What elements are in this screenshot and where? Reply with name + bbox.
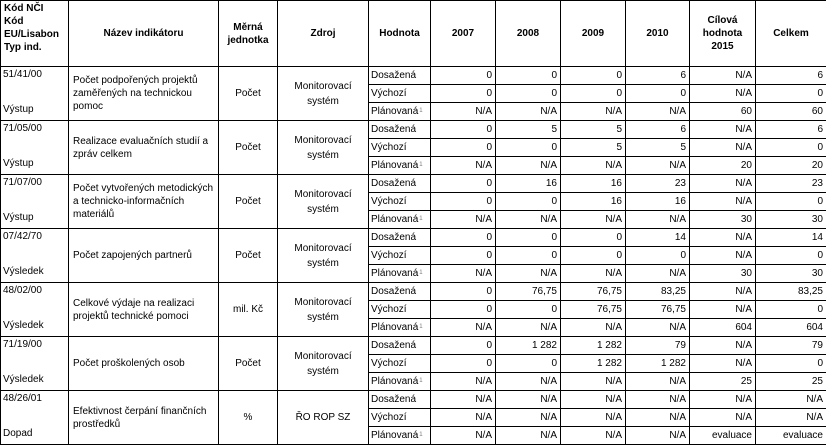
- value-y2007: N/A: [431, 157, 496, 175]
- indicator-code-cell: [1, 337, 69, 391]
- indicator-code: 07/42/70: [3, 230, 42, 243]
- value-y2008: 0: [496, 193, 561, 211]
- value-y2009: 76,75: [561, 301, 626, 319]
- value-y2008: N/A: [496, 157, 561, 175]
- value-y2007: 0: [431, 121, 496, 139]
- value-y2009: 16: [561, 175, 626, 193]
- value-total: 14: [756, 229, 826, 247]
- value-kind: Plánovaná: [371, 322, 418, 333]
- value-y2008: N/A: [496, 265, 561, 283]
- value-kind: Výchozí: [371, 142, 407, 153]
- value-y2010: N/A: [626, 157, 690, 175]
- header-code-line: Kód NČI: [4, 2, 65, 15]
- value-total: N/A: [756, 391, 826, 409]
- value-target: 604: [690, 319, 756, 337]
- header-2009: 2009: [561, 1, 626, 67]
- value-total: 604: [756, 319, 826, 337]
- value-total: 20: [756, 157, 826, 175]
- value-y2008: 0: [496, 67, 561, 85]
- value-y2007: N/A: [431, 319, 496, 337]
- value-y2008: 0: [496, 301, 561, 319]
- value-y2007: N/A: [431, 265, 496, 283]
- value-y2007: 0: [431, 139, 496, 157]
- indicator-code: 48/02/00: [3, 284, 42, 297]
- value-y2009: N/A: [561, 265, 626, 283]
- indicator-type: Výstup: [3, 211, 34, 224]
- indicator-source: Monitorovací systém: [278, 67, 369, 121]
- value-y2007: 0: [431, 175, 496, 193]
- value-total: 79: [756, 337, 826, 355]
- indicator-type: Výstup: [3, 103, 34, 116]
- value-kind-cell: [369, 247, 431, 265]
- indicator-code-cell: [1, 283, 69, 337]
- header-code-line: Kód EU/Lisabon: [4, 15, 65, 41]
- value-y2010: N/A: [626, 409, 690, 427]
- value-y2010: 1 282: [626, 355, 690, 373]
- value-kind: Plánovaná: [371, 214, 418, 225]
- value-y2008: N/A: [496, 319, 561, 337]
- value-total: 6: [756, 67, 826, 85]
- header-unit: Měrná jednotka: [219, 1, 278, 67]
- indicator-unit: Počet: [219, 337, 278, 391]
- value-y2009: N/A: [561, 211, 626, 229]
- value-target: 25: [690, 373, 756, 391]
- indicator-type: Výsledek: [3, 319, 44, 332]
- value-y2007: 0: [431, 355, 496, 373]
- indicator-code-cell: [1, 229, 69, 283]
- value-y2008: 0: [496, 229, 561, 247]
- indicator-unit: mil. Kč: [219, 283, 278, 337]
- value-target: N/A: [690, 355, 756, 373]
- value-y2007: 0: [431, 301, 496, 319]
- indicator-code: 71/05/00: [3, 122, 42, 135]
- table-row: [1, 391, 826, 409]
- value-y2010: 83,25: [626, 283, 690, 301]
- value-y2008: 0: [496, 85, 561, 103]
- indicator-unit: Počet: [219, 67, 278, 121]
- value-kind-cell: [369, 319, 431, 337]
- table-row: [1, 121, 826, 139]
- value-target: 30: [690, 211, 756, 229]
- footnote-marker: 1: [419, 432, 422, 438]
- value-y2010: N/A: [626, 103, 690, 121]
- value-y2009: 1 282: [561, 355, 626, 373]
- value-kind-cell: [369, 229, 431, 247]
- value-y2008: 0: [496, 139, 561, 157]
- table-row: [1, 175, 826, 193]
- value-kind: Plánovaná: [371, 106, 418, 117]
- header-source: Zdroj: [278, 1, 369, 67]
- value-kind: Dosažená: [371, 340, 416, 351]
- footnote-marker: 1: [419, 378, 422, 384]
- value-kind-cell: [369, 139, 431, 157]
- value-y2010: 0: [626, 247, 690, 265]
- indicator-source: Monitorovací systém: [278, 283, 369, 337]
- indicator-source: Monitorovací systém: [278, 337, 369, 391]
- value-y2007: 0: [431, 67, 496, 85]
- value-y2007: N/A: [431, 409, 496, 427]
- value-kind: Výchozí: [371, 412, 407, 423]
- indicator-source: Monitorovací systém: [278, 175, 369, 229]
- value-y2007: N/A: [431, 427, 496, 445]
- indicator-source: Monitorovací systém: [278, 121, 369, 175]
- value-kind-cell: [369, 427, 431, 445]
- indicator-code: 71/07/00: [3, 176, 42, 189]
- value-kind: Plánovaná: [371, 430, 418, 441]
- value-kind: Výchozí: [371, 196, 407, 207]
- indicator-name: Počet zapojených partnerů: [69, 229, 219, 283]
- value-total: 0: [756, 301, 826, 319]
- value-kind-cell: [369, 301, 431, 319]
- indicator-source: Monitorovací systém: [278, 229, 369, 283]
- value-y2010: 14: [626, 229, 690, 247]
- value-target: N/A: [690, 67, 756, 85]
- value-y2010: N/A: [626, 211, 690, 229]
- indicator-source: ŘO ROP SZ: [278, 391, 369, 445]
- indicator-type: Výsledek: [3, 265, 44, 278]
- value-target: N/A: [690, 229, 756, 247]
- value-kind: Výchozí: [371, 250, 407, 261]
- value-y2010: 6: [626, 67, 690, 85]
- indicator-unit: %: [219, 391, 278, 445]
- value-total: 83,25: [756, 283, 826, 301]
- header-code-line: Typ ind.: [4, 41, 65, 54]
- value-total: 30: [756, 265, 826, 283]
- value-y2008: N/A: [496, 391, 561, 409]
- header-2010: 2010: [626, 1, 690, 67]
- value-kind-cell: [369, 67, 431, 85]
- value-target: N/A: [690, 121, 756, 139]
- value-kind-cell: [369, 193, 431, 211]
- value-y2009: 76,75: [561, 283, 626, 301]
- value-total: N/A: [756, 409, 826, 427]
- value-y2008: 0: [496, 355, 561, 373]
- table-row: [1, 67, 826, 85]
- value-y2008: N/A: [496, 427, 561, 445]
- value-y2010: N/A: [626, 427, 690, 445]
- value-total: 30: [756, 211, 826, 229]
- table-row: [1, 283, 826, 301]
- indicator-name: Realizace evaluačních studií a zpráv celkem: [69, 121, 219, 175]
- value-target: 20: [690, 157, 756, 175]
- value-y2010: 5: [626, 139, 690, 157]
- value-kind: Dosažená: [371, 232, 416, 243]
- value-target: N/A: [690, 301, 756, 319]
- value-y2010: 79: [626, 337, 690, 355]
- value-total: 0: [756, 355, 826, 373]
- value-y2007: 0: [431, 337, 496, 355]
- value-y2007: 0: [431, 283, 496, 301]
- value-target: N/A: [690, 85, 756, 103]
- value-kind: Dosažená: [371, 70, 416, 81]
- value-kind: Plánovaná: [371, 160, 418, 171]
- value-y2008: 1 282: [496, 337, 561, 355]
- value-total: 60: [756, 103, 826, 121]
- value-y2010: 76,75: [626, 301, 690, 319]
- value-y2009: 0: [561, 247, 626, 265]
- footnote-marker: 1: [419, 270, 422, 276]
- value-kind-cell: [369, 409, 431, 427]
- header-name: Název indikátoru: [69, 1, 219, 67]
- value-y2007: N/A: [431, 211, 496, 229]
- value-y2007: N/A: [431, 391, 496, 409]
- value-y2009: 5: [561, 139, 626, 157]
- value-y2010: N/A: [626, 265, 690, 283]
- value-kind-cell: [369, 157, 431, 175]
- table-row: [1, 337, 826, 355]
- value-kind-cell: [369, 391, 431, 409]
- value-target: evaluace: [690, 427, 756, 445]
- header-value: Hodnota: [369, 1, 431, 67]
- footnote-marker: 1: [419, 216, 422, 222]
- table-body: [1, 67, 826, 445]
- value-total: 25: [756, 373, 826, 391]
- value-y2007: 0: [431, 85, 496, 103]
- value-kind: Plánovaná: [371, 268, 418, 279]
- indicator-code: 71/19/00: [3, 338, 42, 351]
- indicator-code-cell: [1, 67, 69, 121]
- value-kind-cell: [369, 283, 431, 301]
- indicator-type: Dopad: [3, 427, 32, 440]
- value-y2009: 5: [561, 121, 626, 139]
- header-code: [1, 1, 69, 67]
- value-target: N/A: [690, 139, 756, 157]
- value-kind-cell: [369, 175, 431, 193]
- value-kind: Výchozí: [371, 358, 407, 369]
- value-total: 0: [756, 85, 826, 103]
- value-y2009: N/A: [561, 427, 626, 445]
- header-target: Cílová hodnota 2015: [690, 1, 756, 67]
- footnote-marker: 1: [419, 108, 422, 114]
- value-y2009: N/A: [561, 103, 626, 121]
- value-y2009: N/A: [561, 391, 626, 409]
- footnote-marker: 1: [419, 324, 422, 330]
- value-y2009: 0: [561, 67, 626, 85]
- indicator-type: Výstup: [3, 157, 34, 170]
- value-y2007: 0: [431, 229, 496, 247]
- value-y2007: 0: [431, 247, 496, 265]
- value-y2008: 0: [496, 247, 561, 265]
- value-kind-cell: [369, 103, 431, 121]
- indicator-unit: Počet: [219, 229, 278, 283]
- header-row: [1, 1, 826, 67]
- value-y2009: N/A: [561, 373, 626, 391]
- value-kind-cell: [369, 373, 431, 391]
- value-y2010: 23: [626, 175, 690, 193]
- value-target: N/A: [690, 247, 756, 265]
- value-target: N/A: [690, 409, 756, 427]
- value-y2009: N/A: [561, 319, 626, 337]
- value-kind-cell: [369, 355, 431, 373]
- value-kind: Výchozí: [371, 88, 407, 99]
- value-kind-cell: [369, 121, 431, 139]
- value-kind: Plánovaná: [371, 376, 418, 387]
- value-y2008: 76,75: [496, 283, 561, 301]
- header-2007: 2007: [431, 1, 496, 67]
- value-target: 60: [690, 103, 756, 121]
- value-y2010: 0: [626, 85, 690, 103]
- value-y2007: 0: [431, 193, 496, 211]
- value-y2009: 16: [561, 193, 626, 211]
- value-y2007: N/A: [431, 103, 496, 121]
- table-row: [1, 229, 826, 247]
- value-total: 0: [756, 247, 826, 265]
- value-total: 0: [756, 139, 826, 157]
- value-y2008: N/A: [496, 211, 561, 229]
- value-target: N/A: [690, 391, 756, 409]
- indicator-name: Počet podpořených projektů zaměřených na technickou pomoc: [69, 67, 219, 121]
- value-target: N/A: [690, 175, 756, 193]
- indicator-unit: Počet: [219, 175, 278, 229]
- value-y2008: N/A: [496, 103, 561, 121]
- value-y2007: N/A: [431, 373, 496, 391]
- value-y2010: 6: [626, 121, 690, 139]
- value-target: N/A: [690, 283, 756, 301]
- indicator-code: 48/26/01: [3, 392, 42, 405]
- indicator-code-cell: [1, 121, 69, 175]
- value-y2009: 0: [561, 229, 626, 247]
- value-total: 23: [756, 175, 826, 193]
- value-kind: Dosažená: [371, 394, 416, 405]
- header-2008: 2008: [496, 1, 561, 67]
- indicator-code-cell: [1, 391, 69, 445]
- value-y2010: N/A: [626, 391, 690, 409]
- value-y2010: 16: [626, 193, 690, 211]
- value-kind-cell: [369, 85, 431, 103]
- value-total: 0: [756, 193, 826, 211]
- value-y2010: N/A: [626, 373, 690, 391]
- indicator-code-cell: [1, 175, 69, 229]
- value-y2009: N/A: [561, 409, 626, 427]
- indicator-name: Počet proškolených osob: [69, 337, 219, 391]
- value-total: 6: [756, 121, 826, 139]
- value-total: evaluace: [756, 427, 826, 445]
- indicator-code: 51/41/00: [3, 68, 42, 81]
- value-kind: Dosažená: [371, 124, 416, 135]
- value-target: N/A: [690, 193, 756, 211]
- value-kind: Dosažená: [371, 286, 416, 297]
- indicator-name: Počet vytvořených metodických a technicko-informačních materiálů: [69, 175, 219, 229]
- footnote-marker: 1: [419, 162, 422, 168]
- value-kind-cell: [369, 211, 431, 229]
- indicator-name: Efektivnost čerpání finančních prostředků: [69, 391, 219, 445]
- value-kind: Dosažená: [371, 178, 416, 189]
- value-y2010: N/A: [626, 319, 690, 337]
- value-target: N/A: [690, 337, 756, 355]
- header-total: Celkem: [756, 1, 826, 67]
- value-y2009: N/A: [561, 157, 626, 175]
- value-y2008: N/A: [496, 409, 561, 427]
- value-y2009: 1 282: [561, 337, 626, 355]
- value-y2008: 5: [496, 121, 561, 139]
- value-kind-cell: [369, 337, 431, 355]
- indicator-type: Výsledek: [3, 373, 44, 386]
- value-kind-cell: [369, 265, 431, 283]
- value-y2009: 0: [561, 85, 626, 103]
- value-y2008: N/A: [496, 373, 561, 391]
- indicator-name: Celkové výdaje na realizaci projektů technické pomoci: [69, 283, 219, 337]
- indicator-unit: Počet: [219, 121, 278, 175]
- value-target: 30: [690, 265, 756, 283]
- value-y2008: 16: [496, 175, 561, 193]
- value-kind: Výchozí: [371, 304, 407, 315]
